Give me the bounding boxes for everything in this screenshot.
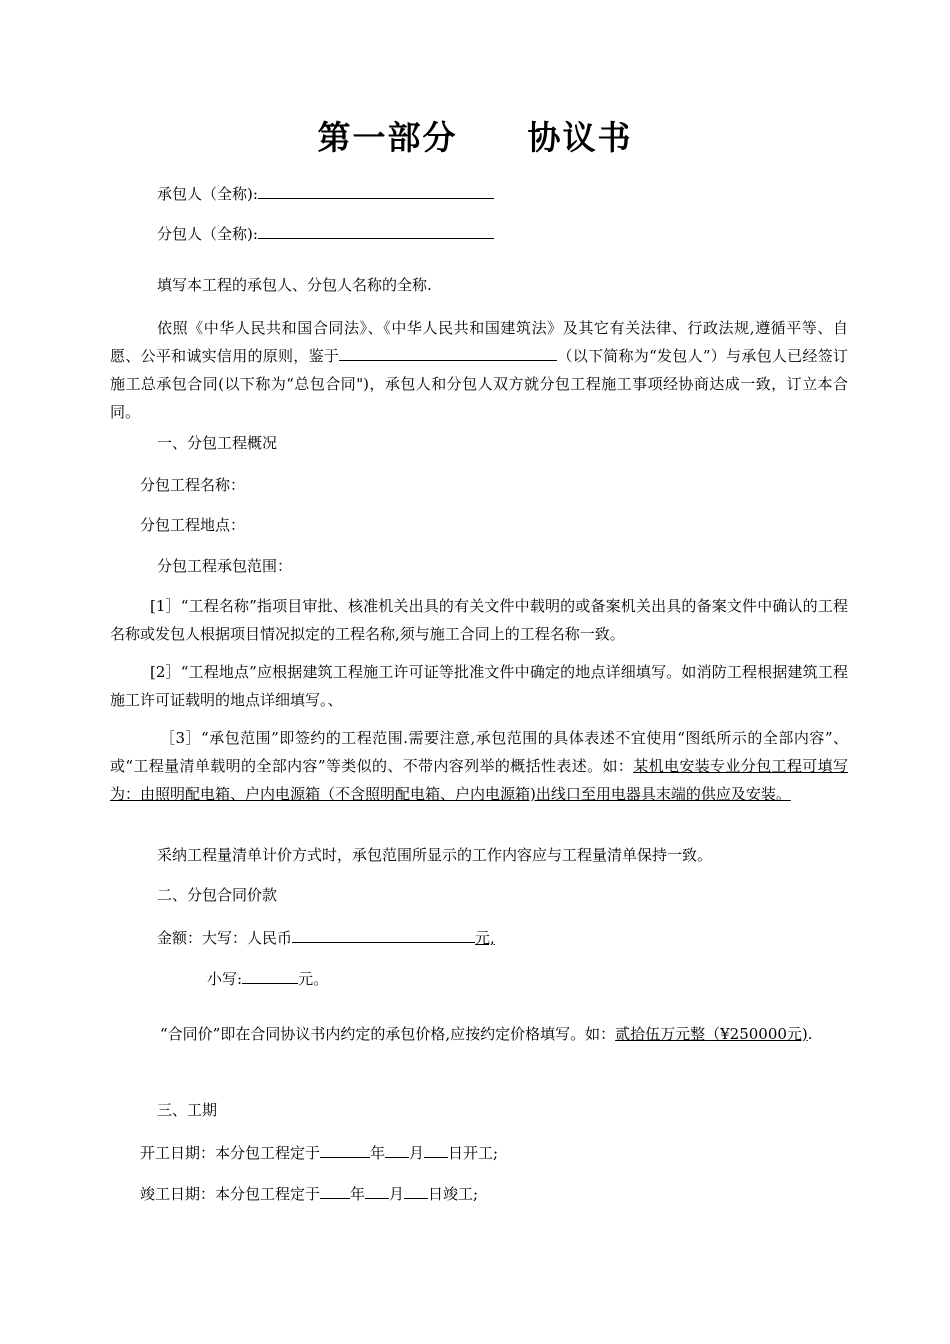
- project-scope-label: 分包工程承包范围：: [157, 557, 293, 575]
- note-1: [1］“工程名称”指项目审批、核准机关出具的有关文件中载明的或备案机关出具的备案文件中确认的工程名称或发包人根据项目情况拟定的工程名称,须与施工合同上的工程名称一致。: [110, 597, 848, 643]
- amount-lowercase-line: [207, 967, 328, 989]
- note-3-example: 某机电安装专业分包工程可填写为：由照明配电箱、户内电源箱（不含照明配电箱、户内电源箱)出线口至用电器具末端的供应及安装。: [110, 757, 848, 803]
- finish-prefix: 竣工日期：本分包工程定于: [140, 1185, 321, 1203]
- project-name-label: 分包工程名称：: [140, 476, 246, 494]
- start-day-blank: [424, 1141, 448, 1158]
- list-pricing-note: 采纳工程量清单计价方式时，承包范围所显示的工作内容应与工程量清单保持一致。: [157, 846, 713, 864]
- amount-uppercase-blank: [292, 926, 475, 943]
- small-prefix: 小写:: [207, 970, 243, 988]
- finish-suffix: 日竣工;: [428, 1185, 479, 1203]
- contractor-blank: [258, 182, 494, 199]
- finish-day-blank: [404, 1182, 428, 1199]
- amount-prefix: 金额：大写：人民币: [157, 929, 293, 947]
- intro-after: （以下简称为“发包人”）与承包人已经签订施工总承包合同(以下称为“总包合同")，承包人和分包人双方就分包工程施工事项经协商达成一致，订立本合同。: [110, 347, 848, 421]
- start-year-blank: [320, 1141, 370, 1158]
- employer-blank: [339, 344, 557, 361]
- section1-heading: 一、分包工程概况: [157, 434, 278, 452]
- start-prefix: 开工日期：本分包工程定于: [140, 1144, 321, 1162]
- subcontractor-line: [157, 222, 494, 244]
- intro-before: 依照《中华人民共和国合同法》、《中华人民共和国建筑法》及其它有关法律、行政法规,遵循平等、自愿、公平和诚实信用的原则，鉴于: [110, 319, 848, 365]
- price-example-digits: （¥250000元): [705, 1025, 808, 1043]
- section2-heading: 二、分包合同价款: [157, 886, 278, 904]
- section3-heading: 三、工期: [157, 1101, 218, 1119]
- note-3-text: ［3］“承包范围”即签约的工程范围.需要注意,承包范围的具体表述不宜使用“图纸所示的全部内容”、或“工程量清单载明的全部内容”等类似的、不带内容列举的概括性表述。如：: [110, 729, 848, 775]
- intro-paragraph: [110, 314, 848, 426]
- small-suffix: 元。: [298, 970, 329, 988]
- finish-month-blank: [365, 1182, 389, 1199]
- finish-date-line: [140, 1182, 478, 1204]
- amount-uppercase-line: [157, 926, 495, 948]
- start-month-blank: [385, 1141, 409, 1158]
- amount-suffix: 元,: [475, 929, 495, 947]
- amount-lowercase-blank: [242, 967, 298, 984]
- subcontractor-label: 分包人（全称):: [157, 225, 258, 243]
- page-title: [0, 112, 950, 159]
- price-note-text: “合同价”即在合同协议书内约定的承包价格,应按约定价格填写。如：: [160, 1025, 616, 1043]
- contractor-label: 承包人（全称):: [157, 185, 258, 203]
- contract-price-note: [110, 1015, 848, 1053]
- note-3: [110, 724, 848, 808]
- title-name: 协议书: [527, 118, 633, 157]
- note-2: [2］“工程地点”应根据建筑工程施工许可证等批准文件中确定的地点详细填写。如消防工程根据建筑工程施工许可证载明的地点详细填写。、: [110, 663, 848, 709]
- project-location-label: 分包工程地点：: [140, 516, 246, 534]
- start-month-label: 月: [409, 1144, 425, 1162]
- finish-year-blank: [320, 1182, 350, 1199]
- start-suffix: 日开工;: [448, 1144, 499, 1162]
- start-year-label: 年: [370, 1144, 386, 1162]
- fill-names-note: 填写本工程的承包人、分包人名称的全称.: [157, 276, 432, 294]
- title-part: 第一部分: [317, 118, 458, 157]
- contractor-line: [157, 182, 494, 204]
- subcontractor-blank: [258, 222, 494, 239]
- finish-month-label: 月: [389, 1185, 405, 1203]
- start-date-line: [140, 1141, 498, 1163]
- price-note-end: .: [807, 1025, 813, 1043]
- price-example-words: 贰拾伍万元整: [615, 1025, 706, 1043]
- finish-year-label: 年: [350, 1185, 366, 1203]
